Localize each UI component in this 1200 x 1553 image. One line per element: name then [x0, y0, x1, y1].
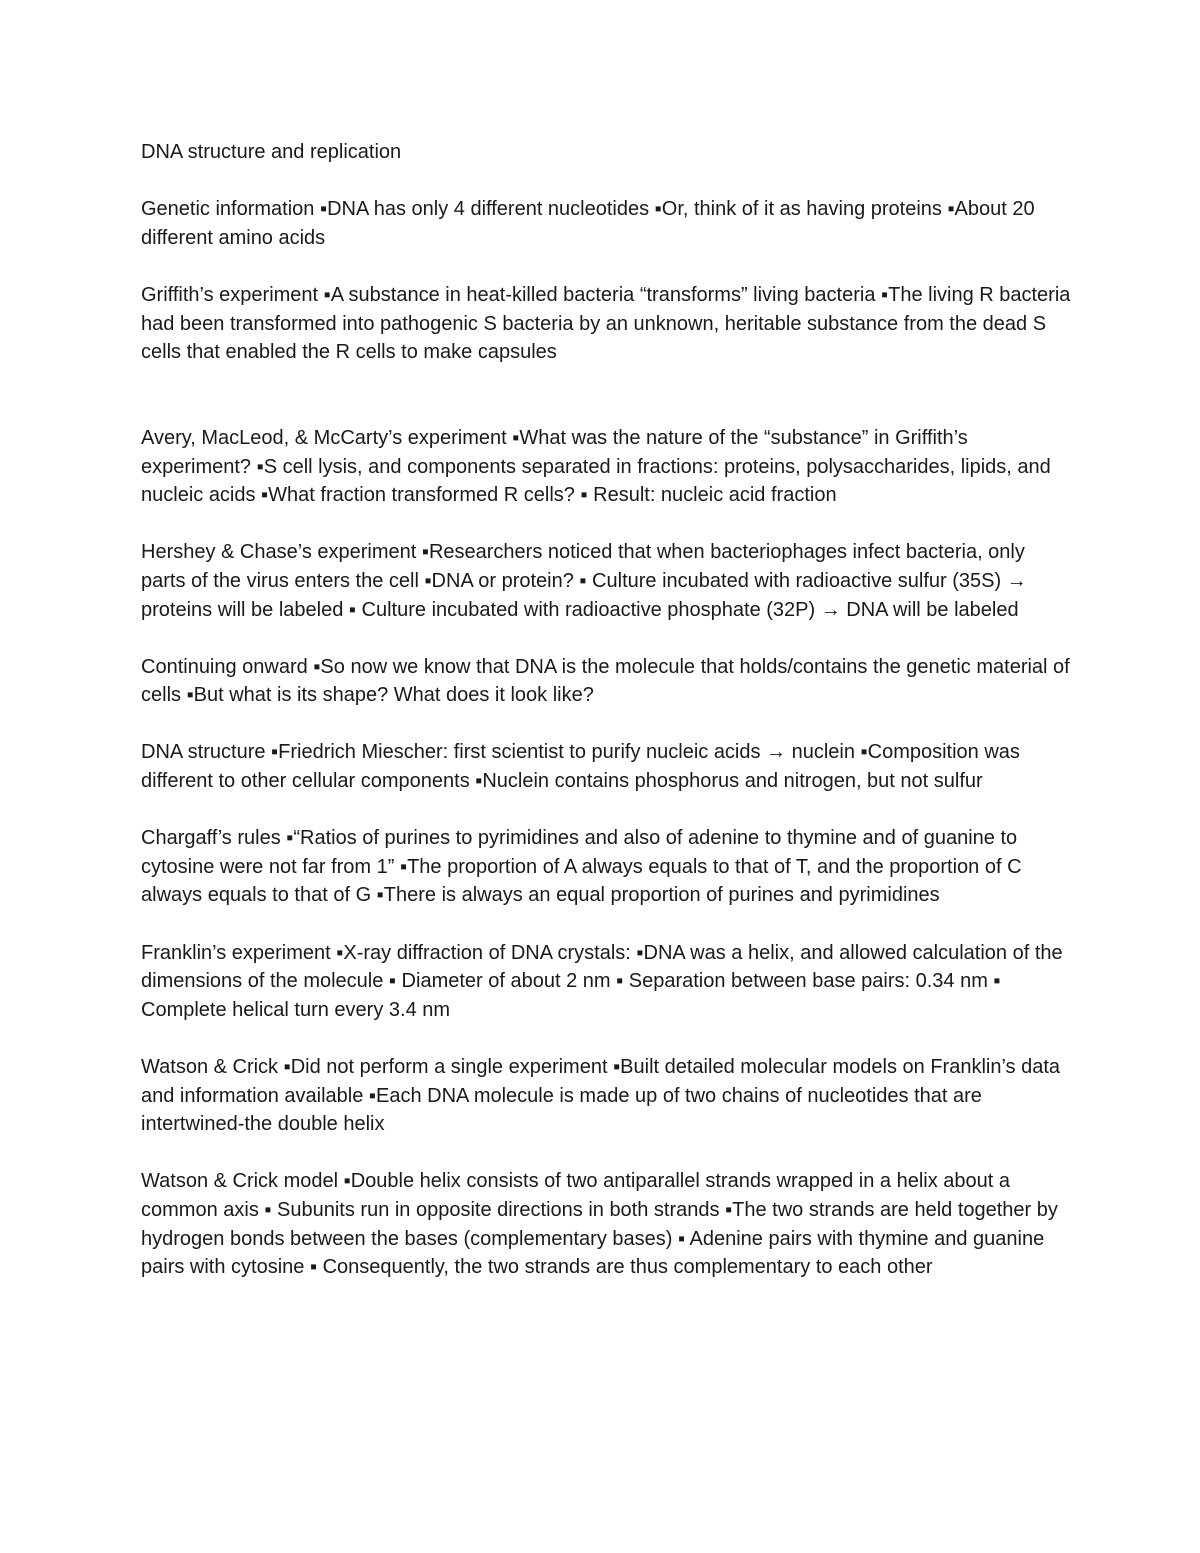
paragraph-genetic-information: Genetic information ▪DNA has only 4 different nucleotides ▪Or, think of it as having proteins ▪About 20 different amino acids	[141, 198, 1035, 249]
paragraph-hershey-chase: Hershey & Chase’s experiment ▪Researchers noticed that when bacteriophages infect bacteria, only parts of the virus enters the cell ▪DNA or protein? ▪ Culture incubated with radioactive sulfur (35S) → proteins will be labeled ▪ Culture incubated with radioactive phosphate (32P) → DNA will be labeled	[141, 541, 1027, 621]
paragraph-continuing-onward: Continuing onward ▪So now we know that DNA is the molecule that holds/contains the genetic material of cells ▪But what is its shape? What does it look like?	[141, 655, 1070, 707]
paragraph-avery-macleod-mccarty: Avery, MacLeod, & McCarty’s experiment ▪What was the nature of the “substance” in Griffith’s experiment? ▪S cell lysis, and components separated in fractions: proteins, polysaccharides, lipids, and nucleic acids ▪What fraction transformed R cells? ▪ Result: nucleic acid fraction	[141, 426, 1051, 507]
document-title: DNA structure and replication	[141, 141, 402, 163]
document-body	[141, 138, 1071, 1310]
paragraph-chargaff-rules: Chargaff’s rules ▪“Ratios of purines to pyrimidines and also of adenine to thymine and of guanine to cytosine were not far from 1” ▪The proportion of A always equals to that of T, and the proportion of C always equals to that of G ▪There is always an equal proportion of purines and pyrimidines	[141, 827, 1022, 907]
paragraph-franklin-experiment: Franklin’s experiment ▪X-ray diffraction of DNA crystals: ▪DNA was a helix, and allowed calculation of the dimensions of the molecule ▪ Diameter of about 2 nm ▪ Separation between base pairs: 0.34 nm ▪ Complete helical turn every 3.4 nm	[141, 941, 1063, 1021]
paragraph-griffith-experiment: Griffith’s experiment ▪A substance in heat-killed bacteria “transforms” living bacteria ▪The living R bacteria had been transformed into pathogenic S bacteria by an unknown, heritable substance from the dead S cells that enabled the R cells to make capsules	[141, 283, 1071, 364]
paragraph-watson-crick-model: Watson & Crick model ▪Double helix consists of two antiparallel strands wrapped in a helix about a common axis ▪ Subunits run in opposite directions in both strands ▪The two strands are held together by hydrogen bonds between the bases (complementary bases) ▪ Adenine pairs with thymine and guanine pairs with cytosine ▪ Consequently, the two strands are thus complementary to each other	[141, 1170, 1058, 1279]
paragraph-dna-structure: DNA structure ▪Friedrich Miescher: first scientist to purify nucleic acids → nuclein ▪Composition was different to other cellular components ▪Nuclein contains phosphorus and nitrogen, but not sulfur	[141, 741, 1020, 793]
paragraph-watson-crick: Watson & Crick ▪Did not perform a single experiment ▪Built detailed molecular models on Franklin’s data and information available ▪Each DNA molecule is made up of two chains of nucleotides that are intertwined-the double helix	[141, 1056, 1061, 1136]
